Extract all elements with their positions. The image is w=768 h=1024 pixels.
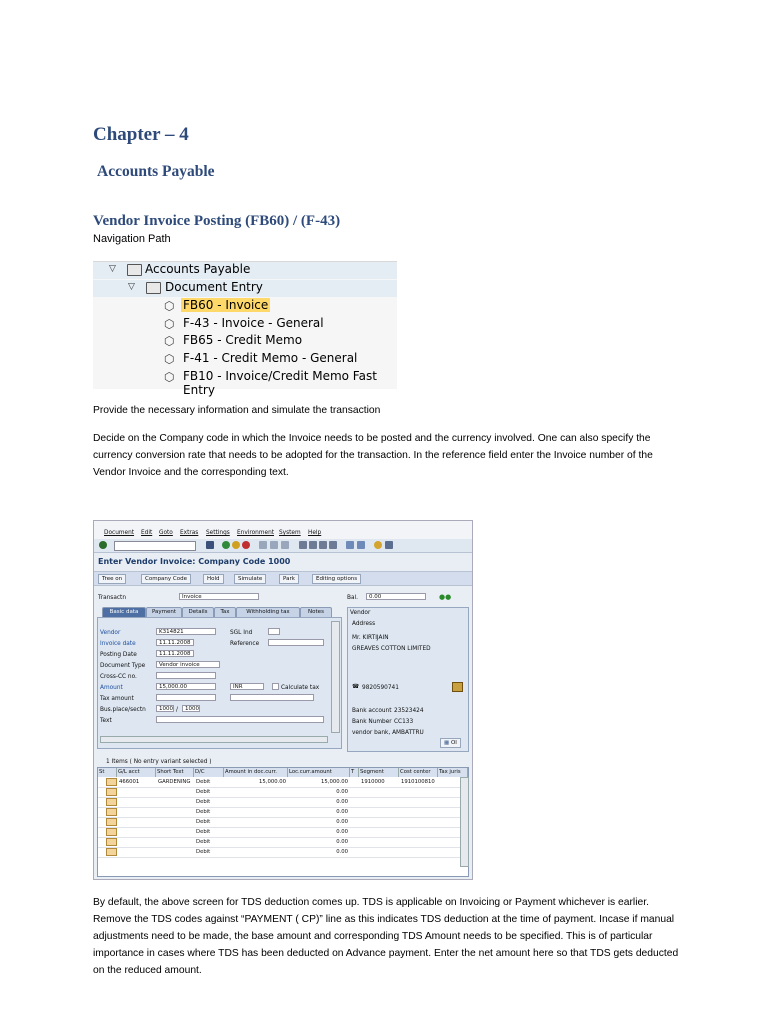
row-selector[interactable] [106,818,117,826]
menu-environment[interactable]: Environment [237,530,275,536]
cost-center-cell[interactable] [401,827,437,837]
column-header-gl-acct[interactable]: G/L acct [117,768,156,777]
loc-amount-cell[interactable]: 0.00 [336,829,348,835]
paragraph-tds: By default, the above screen for TDS deduction comes up. TDS is applicable on Invoicing or Payment whichever is earlier. Remove the TDS codes against “PAYMENT ( CP)” line as this indicates TDS deduction at the time of payment. Incase if manual adjustments need to be made, the base amount and corresponding TDS Amount needs to be specified. This is of particular importance in cases where TDS has been deducted on Advance payment. Enter the net amount here so that TDS gets deducted on the reduced amount. [93,897,679,976]
section-heading: Vendor Invoice Posting (FB60) / (F-43) [93,213,341,229]
cost-center-cell[interactable] [401,797,437,807]
gl-account-cell[interactable] [119,827,155,837]
basic-data-panel [97,617,342,749]
row-selector[interactable] [106,828,117,836]
transaction-cube-icon: ⬡ [164,317,175,331]
gl-account-cell[interactable] [119,817,155,827]
chapter-subtitle: Accounts Payable [97,163,215,180]
vendor-label: Vendor [100,630,121,636]
menu-settings[interactable]: Settings [206,530,230,536]
table-row[interactable] [98,847,468,858]
gl-account-cell[interactable] [119,837,155,847]
column-header-t[interactable]: T [350,768,359,777]
cross-cc-label: Cross-CC no. [100,674,137,680]
menu-system[interactable]: System [279,530,301,536]
loc-amount-cell[interactable]: 0.00 [336,849,348,855]
text-input[interactable] [156,716,324,723]
menu-edit[interactable]: Edit [141,530,153,536]
vendor-details-icon[interactable] [452,682,463,692]
reference-input[interactable] [268,639,324,646]
amount-doc-cell[interactable] [226,847,286,857]
tree-node-label: Accounts Payable [145,262,251,276]
tree-on-button[interactable]: Tree on [98,574,126,584]
amount-doc-cell[interactable] [226,807,286,817]
menu-document[interactable]: Document [104,530,135,536]
standard-toolbar [94,539,472,553]
loc-amount-cell[interactable]: 0.00 [336,809,348,815]
company-code-button[interactable]: Company Code [141,574,191,584]
amount-doc-cell[interactable] [226,787,286,797]
cost-center-cell[interactable] [401,787,437,797]
vendor-company: GREAVES COTTON LIMITED [352,646,431,652]
traffic-light-icon: ●● [439,593,452,601]
row-selector[interactable] [106,788,117,796]
menu-bar [94,521,472,539]
reference-label: Reference [230,641,260,647]
posting-date-label: Posting Date [100,652,137,658]
balance-label: Bal. [347,595,358,601]
debit-credit-cell[interactable]: Debit [196,819,211,825]
gl-account-cell[interactable] [119,807,155,817]
debit-credit-cell[interactable]: Debit [196,799,211,805]
sgl-ind-label: SGL Ind [230,630,253,636]
document-type-select[interactable]: Vendor invoice [156,661,220,668]
cost-center-cell[interactable] [401,817,437,827]
navigation-path-label: Navigation Path [93,233,171,245]
loc-amount-cell[interactable]: 0.00 [336,839,348,845]
cross-cc-input[interactable] [156,672,216,679]
loc-amount-cell[interactable]: 15,000.00 [321,779,348,785]
short-text-cell[interactable] [158,827,194,837]
tab-details[interactable]: Details [182,607,214,617]
tree-node-label: Document Entry [165,280,263,294]
enter-icon[interactable] [99,541,107,549]
short-text-cell[interactable] [158,807,194,817]
bus-place-label: Bus.place/sectn [100,707,146,713]
menu-goto[interactable]: Goto [159,530,173,536]
back-icon[interactable] [222,541,230,549]
short-text-cell[interactable] [158,787,194,797]
short-text-cell[interactable] [158,817,194,827]
tab-withholding-tax[interactable]: Withholding tax [236,607,300,617]
screen-title: Enter Vendor Invoice: Company Code 1000 [98,557,291,566]
table-vertical-scrollbar[interactable] [460,777,469,867]
chapter-title: Chapter – 4 [93,124,189,145]
save-icon[interactable] [206,541,214,549]
vendor-name: Mr. KIRTIJAIN [352,635,389,641]
vendor-input[interactable]: K314821 [156,628,216,635]
gl-account-cell[interactable] [119,787,155,797]
currency-input[interactable]: INR [230,683,264,690]
panel-vertical-scrollbar[interactable] [331,621,340,733]
gl-account-cell[interactable] [119,847,155,857]
tree-item-fb10[interactable] [93,369,397,397]
cost-center-cell[interactable]: 1910100810 [401,779,435,785]
transactn-label: Transactn [98,595,127,601]
bank-account-label: Bank account [352,708,392,714]
layout-menu-icon[interactable] [385,541,393,549]
segment-cell[interactable]: 1910000 [361,779,385,785]
separator-slash: / [176,707,178,713]
tree-item-label: F-43 - Invoice - General [183,316,324,330]
short-text-cell[interactable] [158,837,194,847]
debit-credit-cell[interactable]: Debit [196,829,211,835]
phone-icon: ☎ [352,684,360,690]
row-selector[interactable] [106,838,117,846]
new-session-icon[interactable] [346,541,354,549]
tree-node-accounts-payable[interactable] [93,262,397,279]
debit-credit-cell[interactable]: Debit [196,839,211,845]
document-type-label: Document Type [100,663,146,669]
exit-icon[interactable] [232,541,240,549]
tab-notes[interactable]: Notes [300,607,332,617]
last-page-icon[interactable] [329,541,337,549]
debit-credit-cell[interactable]: Debit [196,789,211,795]
column-header-tax-juris[interactable]: Tax juris [438,768,468,777]
short-text-cell[interactable]: GARDENING [158,779,191,785]
table-icon: ▦ [444,740,450,746]
segment-cell[interactable] [361,797,397,807]
section-code-input[interactable]: 1000 [182,705,200,712]
calculate-tax-label: Calculate tax [281,685,320,691]
segment-cell[interactable] [361,847,397,857]
previous-page-icon[interactable] [309,541,317,549]
tab-tax[interactable]: Tax [214,607,236,617]
amount-doc-cell[interactable] [226,817,286,827]
bank-account-value: 23523424 [394,708,424,714]
short-text-cell[interactable] [158,847,194,857]
editing-options-button[interactable]: Editing options [312,574,361,584]
debit-credit-cell[interactable]: Debit [196,779,211,785]
tree-item-f43[interactable] [93,316,397,333]
row-selector[interactable] [106,798,117,806]
column-header-short-text[interactable]: Short Text [156,768,194,777]
expand-icon: ▽ [128,282,135,292]
address-label: Address [352,621,376,627]
tree-item-f41[interactable] [93,351,397,368]
amount-doc-cell[interactable]: 15,000.00 [259,779,286,785]
tax-code-select[interactable] [230,694,314,701]
vendor-tab[interactable]: Vendor [350,610,371,616]
open-items-button[interactable] [440,738,461,748]
debit-credit-cell[interactable]: Debit [196,809,211,815]
cost-center-cell[interactable] [401,837,437,847]
transaction-cube-icon: ⬡ [164,370,175,384]
tax-amount-label: Tax amount [100,696,134,702]
items-header: 1 Items ( No entry variant selected ) [106,759,212,765]
application-toolbar [94,571,472,586]
posting-date-input[interactable]: 11.11.2008 [156,650,194,657]
menu-help[interactable]: Help [308,530,322,536]
balance-field: 0.00 [366,593,426,600]
invoice-date-input[interactable]: 11.11.2008 [156,639,194,646]
paragraph-simulate: Provide the necessary information and simulate the transaction [93,405,381,416]
tab-basic-data[interactable]: Basic data [102,607,146,617]
find-icon[interactable] [270,541,278,549]
command-field[interactable] [114,541,196,551]
tree-item-fb60[interactable] [93,298,397,315]
vendor-info-panel [347,607,469,752]
debit-credit-cell[interactable]: Debit [196,849,211,855]
bank-number-value: CC133 [394,719,414,725]
simulate-button[interactable]: Simulate [234,574,266,584]
short-text-cell[interactable] [158,797,194,807]
segment-cell[interactable] [361,807,397,817]
tax-amount-input[interactable] [156,694,216,701]
find-next-icon[interactable] [281,541,289,549]
column-header-dc[interactable]: D/C [194,768,224,777]
expand-icon: ▽ [109,264,116,274]
menu-extras[interactable]: Extras [180,530,199,536]
transactn-select[interactable]: Invoice [179,593,259,600]
cost-center-cell[interactable] [401,847,437,857]
print-icon[interactable] [259,541,267,549]
transaction-cube-icon: ⬡ [164,334,175,348]
column-header-st[interactable]: St [98,768,117,777]
panel-horizontal-scrollbar[interactable] [100,736,328,743]
loc-amount-cell[interactable]: 0.00 [336,789,348,795]
folder-icon [127,264,142,276]
segment-cell[interactable] [361,837,397,847]
next-page-icon[interactable] [319,541,327,549]
cancel-icon[interactable] [242,541,250,549]
amount-doc-cell[interactable] [226,827,286,837]
loc-amount-cell[interactable]: 0.00 [336,799,348,805]
sap-fb60-screen [93,520,473,880]
amount-input[interactable]: 15,000.00 [156,683,216,690]
amount-label: Amount [100,685,123,691]
transaction-cube-icon: ⬡ [164,299,175,313]
segment-cell[interactable] [361,817,397,827]
row-selector[interactable] [106,778,117,786]
transaction-cube-icon: ⬡ [164,352,175,366]
bank-name: vendor bank, AMBATTRU [352,730,424,736]
calculate-tax-checkbox[interactable] [272,683,279,690]
paragraph-company-code: Decide on the Company code in which the Invoice needs to be posted and the currency involved. One can also specify the currency conversion rate that needs to be adopted for the transaction. In the reference field enter the Invoice number of the Vendor Invoice and the corresponding text. [93,433,653,478]
open-items-label: OI [450,740,457,746]
hold-button[interactable]: Hold [203,574,224,584]
park-button[interactable]: Park [279,574,299,584]
row-selector[interactable] [106,848,117,856]
row-selector[interactable] [106,808,117,816]
tree-item-fb65[interactable] [93,333,397,350]
tree-item-label: F-41 - Credit Memo - General [183,351,358,365]
tree-item-label: FB65 - Credit Memo [183,333,303,347]
vendor-phone: 9820590741 [362,685,399,691]
tree-item-label: FB10 - Invoice/Credit Memo Fast Entry [183,369,377,397]
amount-doc-cell[interactable] [226,797,286,807]
shortcut-icon[interactable] [357,541,365,549]
gl-account-cell[interactable] [119,797,155,807]
column-header-segment[interactable]: Segment [359,768,399,777]
text-label: Text [100,718,112,724]
loc-amount-cell[interactable]: 0.00 [336,819,348,825]
column-header-amount-doc[interactable]: Amount in doc.curr. [224,768,288,777]
tree-node-document-entry[interactable] [93,280,397,297]
gl-account-cell[interactable]: 466001 [119,779,140,785]
column-header-loc-amount[interactable]: Loc.curr.amount [288,768,350,777]
invoice-date-label: Invoice date [100,641,136,647]
business-place-input[interactable]: 1000 [156,705,174,712]
column-header-cost-center[interactable]: Cost center [399,768,438,777]
segment-cell[interactable] [361,827,397,837]
cost-center-cell[interactable] [401,807,437,817]
amount-doc-cell[interactable] [226,837,286,847]
line-items-table [97,767,469,877]
tree-item-label: FB60 - Invoice [183,298,269,312]
bank-number-label: Bank Number [352,719,392,725]
navigation-tree-image [93,261,397,397]
first-page-icon[interactable] [299,541,307,549]
sgl-ind-input[interactable] [268,628,280,635]
help-icon[interactable] [374,541,382,549]
folder-icon [146,282,161,294]
tab-payment[interactable]: Payment [146,607,182,617]
segment-cell[interactable] [361,787,397,797]
